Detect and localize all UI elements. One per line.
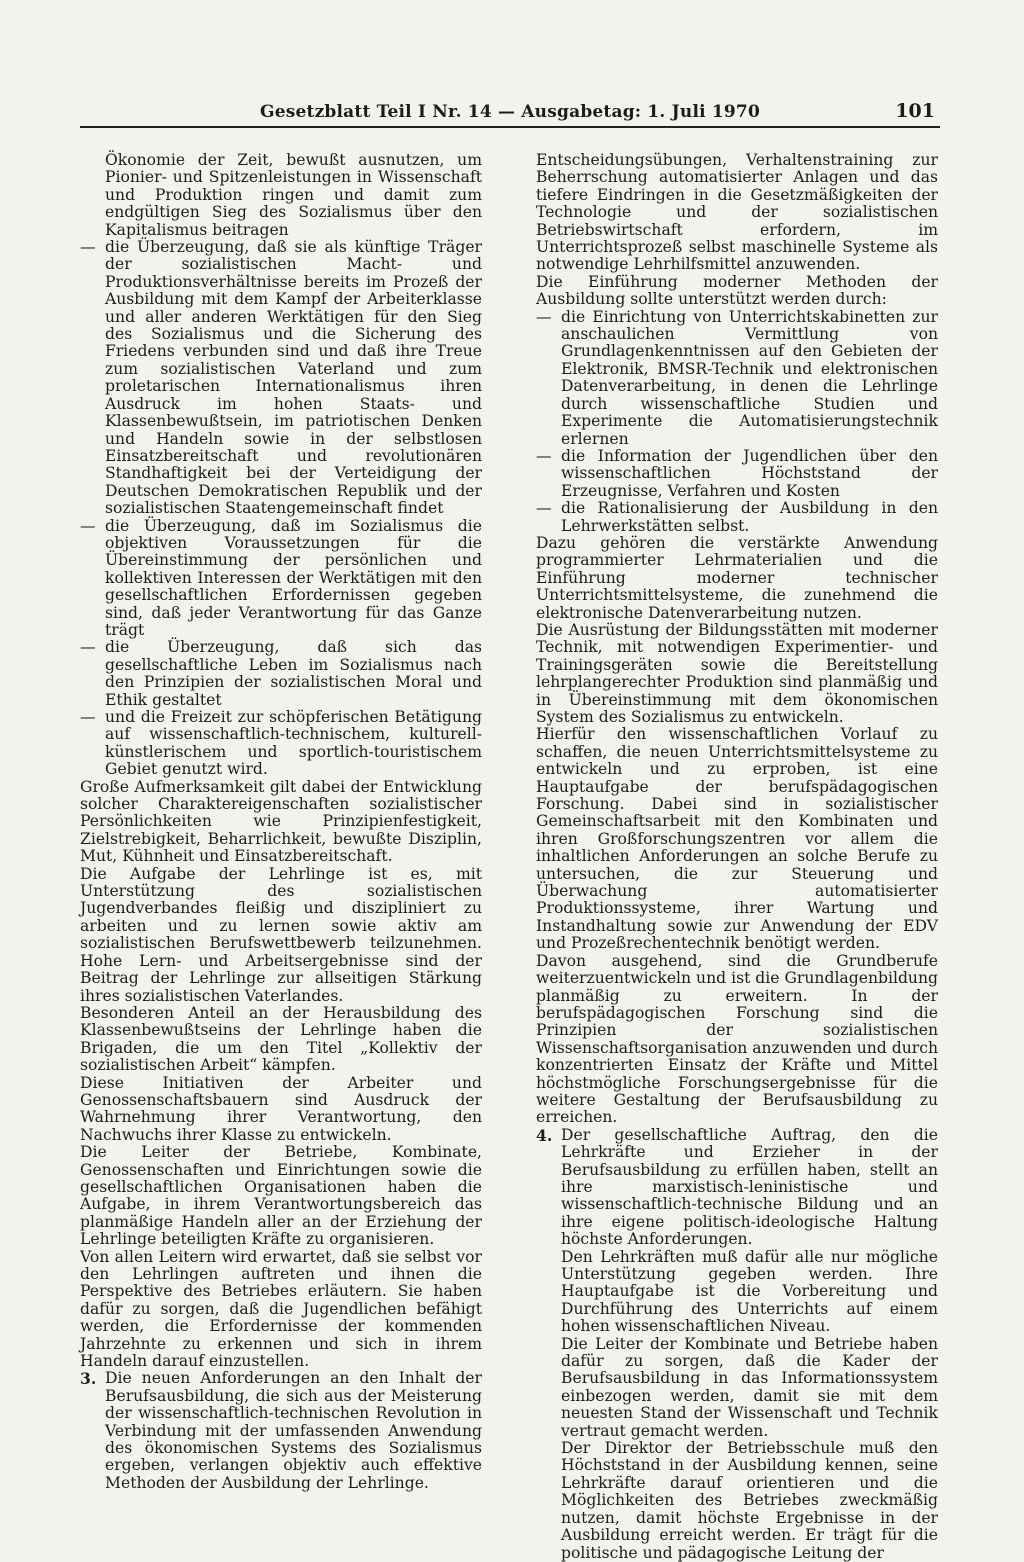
section-text: Die neuen Anforderungen an den Inhalt der Berufsausbildung, die sich aus der Meisterung der wissenschaftlich-technischen Revolution in Verbindung mit der umfassenden Anwendung des ökonomischen Systems des Sozialismus ergeben, verlangen objektiv auch effektive Methoden der Ausbildung der Lehrlinge. [105,1369,482,1492]
paragraph: Von allen Leitern wird erwartet, daß sie selbst vor den Lehrlingen auftreten und ihnen die Perspektive des Betriebes erläutern. Sie haben dafür zu sorgen, daß die Jugendlichen befähigt werden, die Erfordernisse der kommenden Jahrzehnte zu erkennen und sich in ihrem Handeln darauf einzustellen. [80,1247,482,1371]
dash-marker: — [536,307,552,326]
list-item-text: die Rationalisierung der Ausbildung in den Lehrwerkstätten selbst. [561,499,938,535]
list-item-text: und die Freizeit zur schöpferischen Betätigung auf wissenschaftlich-technischem, kulturell-künstlerischem und sportlich-touristischem Gebiet genutzt wird. [105,708,482,779]
list-item-text: die Information der Jugendlichen über den wissenschaftlichen Höchststand der Erzeugnisse, Verfahren und Kosten [561,446,938,500]
dash-marker: — [80,516,96,535]
paragraph: Die Leiter der Betriebe, Kombinate, Genossenschaften und Einrichtungen sowie die gesellschaftlichen Organisationen haben die Aufgabe, in ihrem Verantwortungsbereich das planmäßige Handeln aller an der Erziehung der Lehrlinge beteiligten Kräfte zu organisieren. [80,1143,482,1249]
paragraph: Hierfür den wissenschaftlichen Vorlauf zu schaffen, die neuen Unterrichtsmittelsysteme zu entwickeln und zu erproben, ist eine Hauptaufgabe der berufspädagogischen Forschung. Dabei sind in sozialistischer Gemeinschaftsarbeit mit den Kombinaten und ihren Großforschungszentren vor allem die inhaltlichen Anforderungen an solche Berufe zu untersuchen, die zur Steuerung und Überwachung automatisierter Produktionssysteme, ihrer Wartung und Instandhaltung sowie zur Anwendung der EDV und Prozeßrechentechnik benötigt werden. [536,725,938,953]
dash-marker: — [536,499,552,518]
dash-marker: — [536,446,552,465]
left-column [80,152,482,1492]
paragraph: Davon ausgehend, sind die Grundberufe weiterzuentwickeln und ist die Grundlagenbildung planmäßig zu erweitern. In der berufspädagogischen Forschung sind die Prinzipien der sozialistischen Wissenschaftsorganisation anzuwenden und durch konzentrierten Einsatz der Kräfte und Mittel höchstmögliche Forschungsergebnisse für die weitere Gestaltung der Berufsausbildung zu erreichen. [536,951,938,1127]
list-item-text: die Überzeugung, daß im Sozialismus die objektiven Voraussetzungen für die Übereinstimmung der persönlichen und kollektiven Interessen der Werktätigen mit den gesellschaftlichen Erfordernissen gegeben sind, daß jeder Verantwortung für das Ganze trägt [105,516,482,639]
dash-marker: — [80,638,96,657]
list-item-text: die Überzeugung, daß sie als künftige Träger der sozialistischen Macht- und Produktionsverhältnisse bereits im Prozeß der Ausbildung mit dem Kampf der Arbeiterklasse und aller anderen Werktätigen für den Sieg des Sozialismus und die Sicherung des Friedens verbunden sind und daß ihre Treue zum sozialistischen Vaterland und zum proletarischen Internationalismus ihren Ausdruck im hohen Staats- und Klassenbewußtsein, im patriotischen Denken und Handeln sowie in der selbstlosen Einsatzbereitschaft und revolutionären Standhaftigkeit bei der Verteidigung der Deutschen Demokratischen Republik und der sozialistischen Staatengemeinschaft findet [105,238,482,518]
list-item [80,709,482,779]
list-item [80,518,482,640]
header-rule [80,126,940,128]
left-intro: Ökonomie der Zeit, bewußt ausnutzen, um Pionier- und Spitzenleistungen in Wissenschaft und Produktion ringen und damit zum endgültigen Sieg des Sozialismus über den Kapitalismus beitragen [105,151,482,239]
right-column [536,152,938,1562]
paragraph: Die Leiter der Kombinate und Betriebe haben dafür zu sorgen, daß die Kader der Berufsausbildung in das Informationssystem einbezogen werden, damit sie mit dem neuesten Stand der Wissenschaft und Technik vertraut gemacht werden. [561,1334,938,1440]
dash-marker: — [80,238,96,257]
paragraph: Große Aufmerksamkeit gilt dabei der Entwicklung solcher Charaktereigenschaften sozialistischer Persönlichkeiten wie Prinzipienfestigkeit, Zielstrebigkeit, Beharrlichkeit, bewußte Disziplin, Mut, Kühnheit und Einsatzbereitschaft. [80,777,482,866]
right-intro: Entscheidungsübungen, Verhaltenstraining zur Beherrschung automatisierter Anlagen und das tiefere Eindringen in die Gesetzmäßigkeiten der Technologie und der sozialistischen Betriebswirtschaft erfordern, im Unterrichtsprozeß selbst maschinelle Systeme als notwendige Lehrhilfsmittel anzuwenden. [536,151,938,274]
paragraph: Die Aufgabe der Lehrlinge ist es, mit Unterstützung des sozialistischen Jugendverbandes fleißig und diszipliniert zu arbeiten und zu lernen sowie aktiv am sozialistischen Berufswettbewerb teilzunehmen. Hohe Lern- und Arbeitsergebnisse sind der Beitrag der Lehrlinge zur allseitigen Stärkung ihres sozialistischen Vaterlandes. [80,864,482,1005]
page-title: Gesetzblatt Teil I Nr. 14 — Ausgabetag: 1. Juli 1970 [260,102,760,122]
paragraph: Besonderen Anteil an der Herausbildung des Klassenbewußtseins der Lehrlinge haben die Brigaden, die um den Titel „Kollektiv der sozialistischen Arbeit“ kämpfen. [80,1003,482,1075]
paragraph: Diese Initiativen der Arbeiter und Genossenschaftsbauern sind Ausdruck der Wahrnehmung ihrer Verantwortung, den Nachwuchs ihrer Klasse zu entwickeln. [80,1073,482,1144]
paragraph: Dazu gehören die verstärkte Anwendung programmierter Lehrmaterialien und die Einführung moderner technischer Unterrichtsmittelsysteme, die zunehmend die elektronische Datenverarbeitung nutzen. [536,533,938,622]
list-item-text: die Einrichtung von Unterrichtskabinetten zur anschaulichen Vermittlung von Grundlagenkenntnissen auf den Gebieten der Elektronik, BMSR-Technik und elektronischen Datenverarbeitung, in denen die Lehrlinge durch wissenschaftliche Studien und Experimente die Automatisierungstechnik erlernen [561,307,938,448]
section-number: 3. [80,1369,97,1389]
section-3 [80,1370,482,1492]
paragraph: Der Direktor der Betriebsschule muß den Höchststand in der Ausbildung kennen, seine Lehrkräfte darauf orientieren und die Möglichkeiten des Betriebes zweckmäßig nutzen, damit höchste Ergebnisse in der Ausbildung erreicht werden. Er trägt für die politische und pädagogische Leitung der [561,1439,938,1562]
list-item [536,500,938,535]
section-4 [536,1127,938,1249]
section-text: Der gesellschaftliche Auftrag, den die Lehrkräfte und Erzieher in der Berufsausbildung zu erfüllen haben, stellt an ihre marxistisch-leninistische und wissenschaftlich-technische Bildung und an ihre eigene politisch-ideologische Haltung höchste Anforderungen. [561,1125,938,1249]
list-item [80,239,482,518]
dash-marker: — [80,708,96,726]
paragraph: Die Ausrüstung der Bildungsstätten mit moderner Technik, mit notwendigen Experimentier- und Trainingsgeräten sowie die Bereitstellung lehrplangerechter Produktion sind planmäßig und in Übereinstimmung mit dem ökonomischen System des Sozialismus zu entwickeln. [536,620,938,726]
list-item [80,639,482,709]
page-number: 101 [895,100,935,122]
paragraph: Die Einführung moderner Methoden der Ausbildung sollte unterstützt werden durch: [536,272,938,309]
list-item [536,448,938,500]
paragraph: Den Lehrkräften muß dafür alle nur mögliche Unterstützung gegeben werden. Ihre Hauptaufgabe ist die Vorbereitung und Durchführung des Unterrichts auf einem hohen wissenschaftlichen Niveau. [561,1247,938,1336]
page-header [80,98,940,126]
section-number: 4. [536,1125,553,1145]
list-item [536,309,938,448]
list-item-text: die Überzeugung, daß sich das gesellschaftliche Leben im Sozialismus nach den Prinzipien der sozialistischen Moral und Ethik gestaltet [105,638,482,709]
